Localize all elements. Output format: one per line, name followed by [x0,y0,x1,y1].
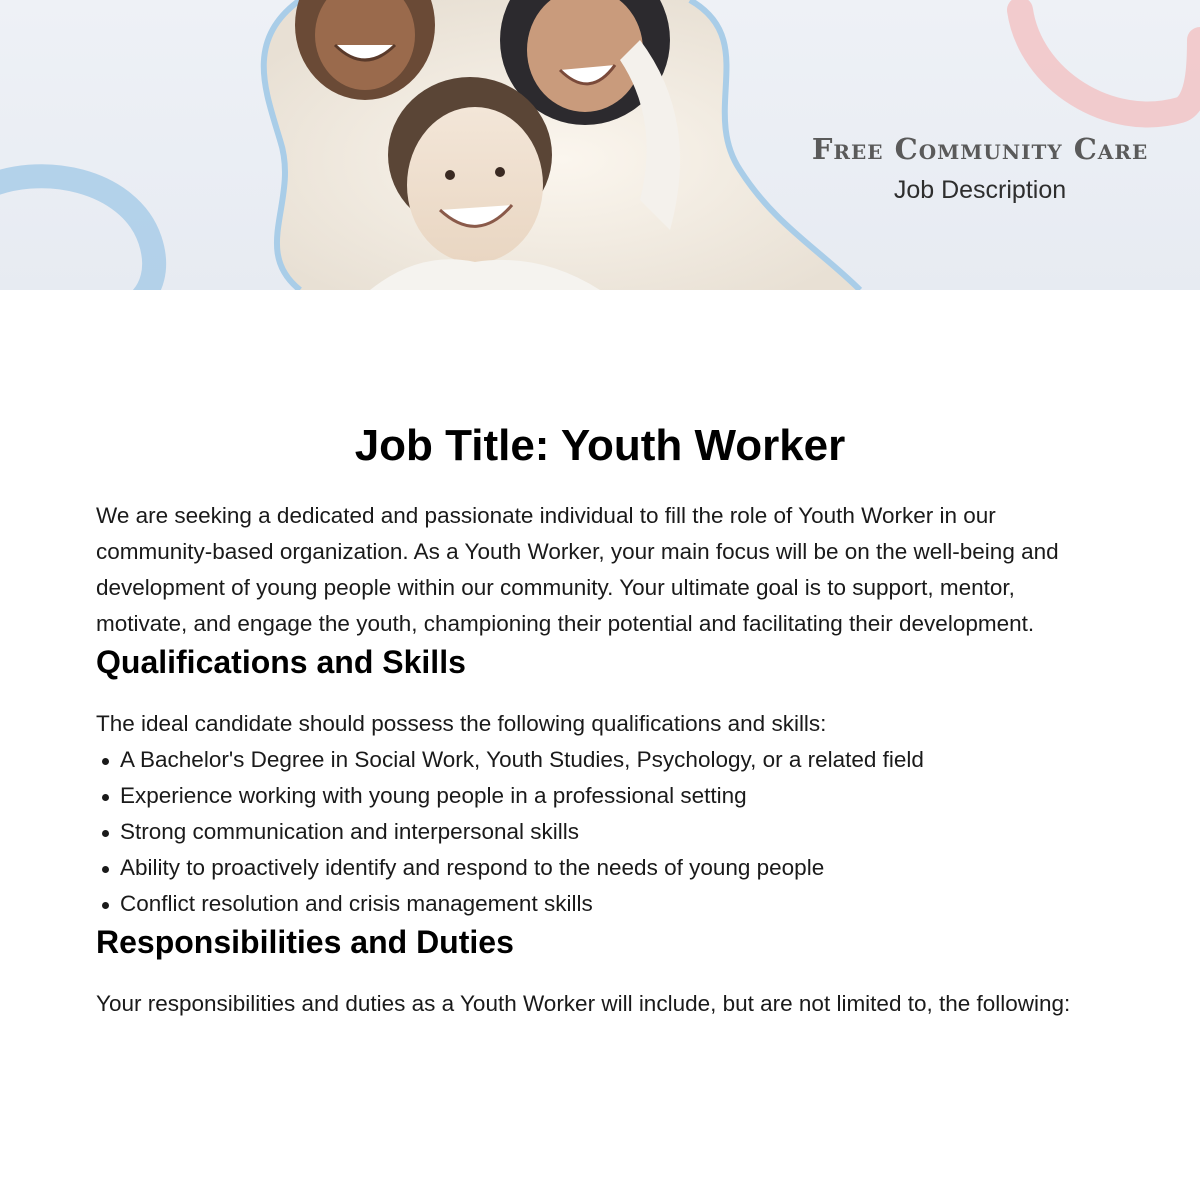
list-item: A Bachelor's Degree in Social Work, Youth Studies, Psychology, or a related field [96,742,1104,778]
qualifications-heading: Qualifications and Skills [96,644,466,680]
qualifications-list [96,742,1104,922]
list-item: Ability to proactively identify and respond to the needs of young people [96,850,1104,886]
list-item: Conflict resolution and crisis management skills [96,886,1104,922]
qualifications-lead: The ideal candidate should possess the following qualifications and skills: [96,711,827,736]
responsibilities-heading: Responsibilities and Duties [96,924,514,960]
list-item: Strong communication and interpersonal skills [96,814,1104,850]
header-banner [0,0,1200,290]
job-description [96,420,1104,1022]
intro-paragraph: We are seeking a dedicated and passionate individual to fill the role of Youth Worker in our community-based organization. As a Youth Worker, your main focus will be on the well-being and development of young people within our community. Your ultimate goal is to support, mentor, motivate, and engage the youth, championing their potential and facilitating their development. [96,503,1059,636]
brand-subtitle: Job Description [893,176,1067,204]
blue-swirl [0,176,154,290]
list-item: Experience working with young people in a professional setting [96,778,1104,814]
pink-swirl [1020,10,1200,114]
responsibilities-lead: Your responsibilities and duties as a Youth Worker will include, but are not limited to, the following: [96,991,1071,1016]
page-title: Job Title: Youth Worker [354,421,846,470]
brand-block [760,132,1200,205]
brand-name: Free Community Care [811,132,1149,166]
